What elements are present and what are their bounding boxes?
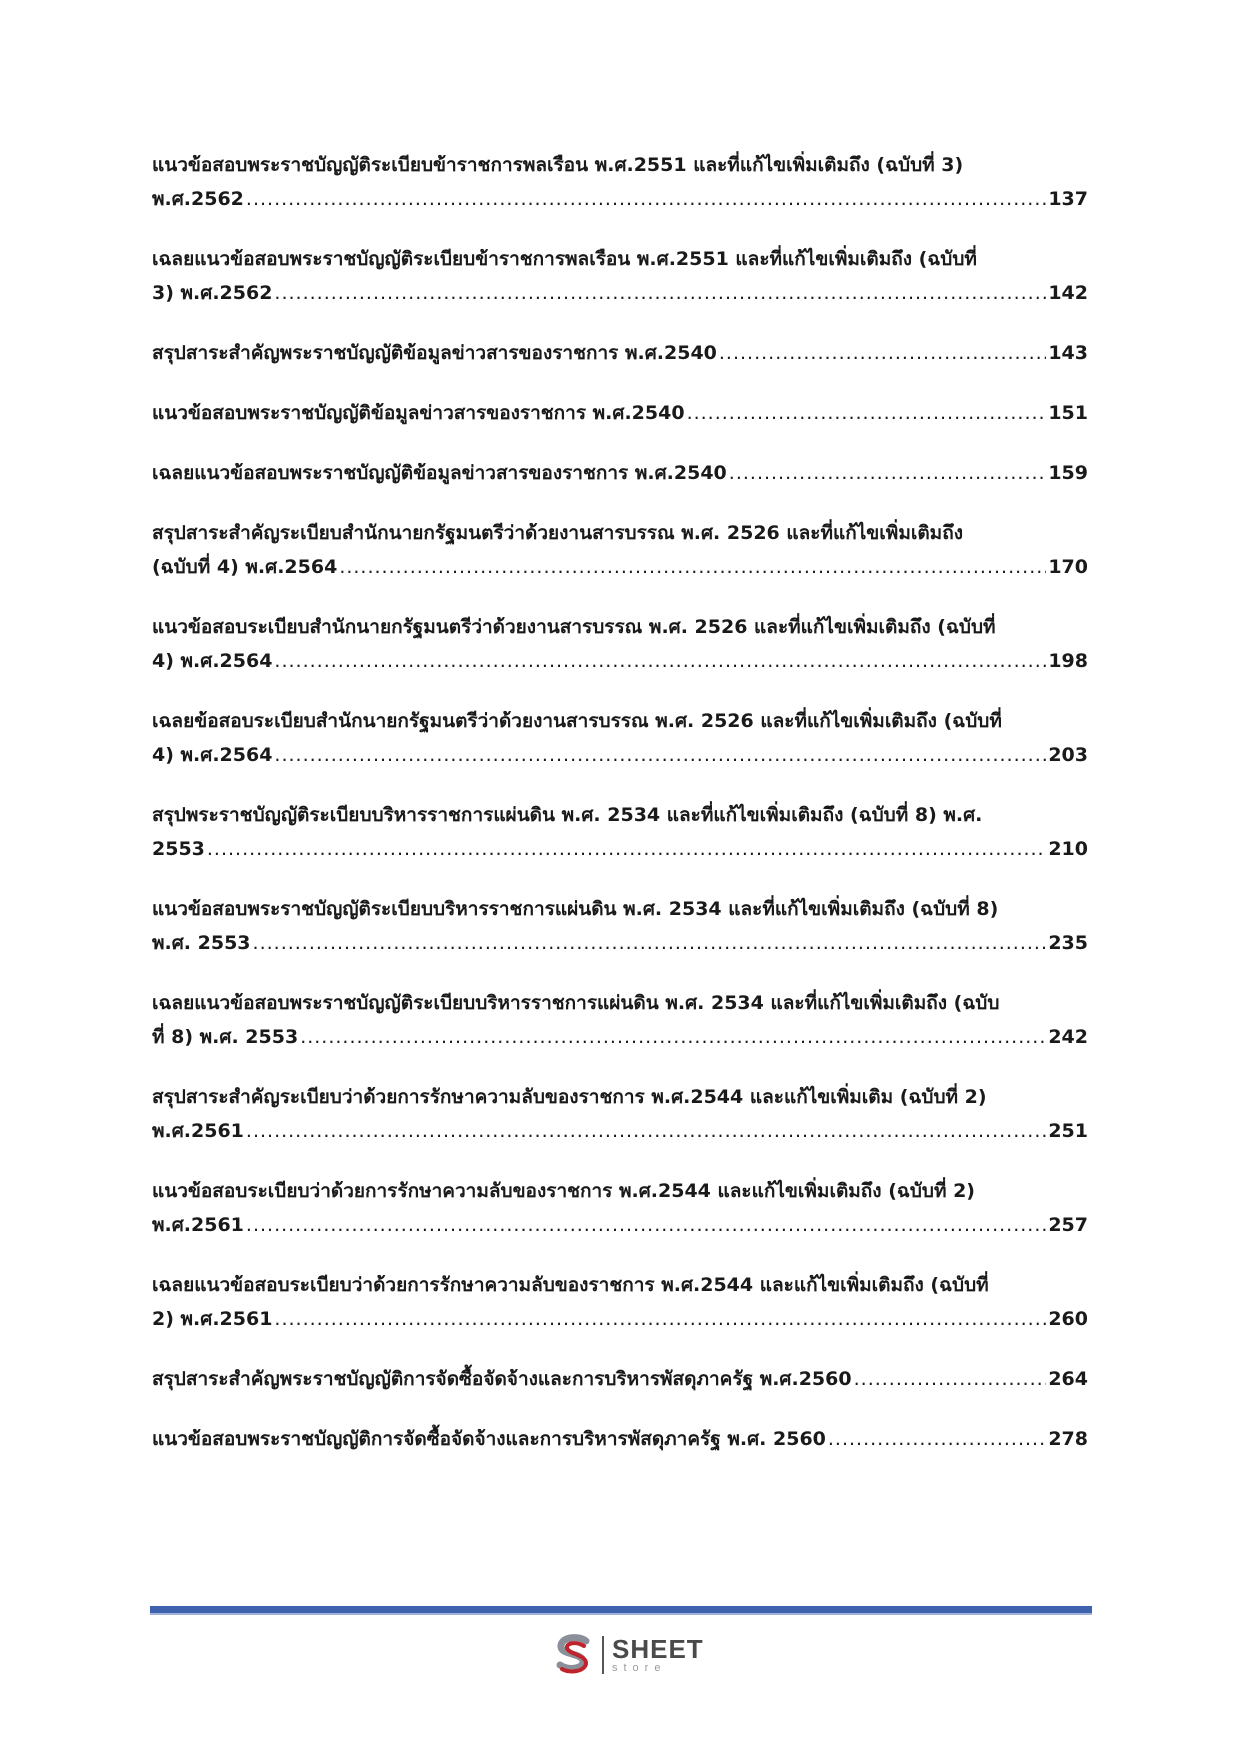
toc-entry[interactable] [152,798,1088,866]
toc-page-number: 203 [1048,744,1088,766]
toc-entry-title-cont: พ.ศ.2561 [152,1214,244,1236]
toc-entry-title: แนวข้อสอบพระราชบัญญัติระเบียบบริหารราชการแผ่นดิน พ.ศ. 2534 และที่แก้ไขเพิ่มเติมถึง (ฉบับที่ 8) [152,898,999,920]
toc-entry[interactable] [152,1080,1088,1148]
toc-entry-title: แนวข้อสอบพระราชบัญญัติการจัดซื้อจัดจ้างและการบริหารพัสดุภาครัฐ พ.ศ. 2560 [152,1428,826,1450]
toc-page-number: 198 [1048,650,1088,672]
toc-entry-title-cont: (ฉบับที่ 4) พ.ศ.2564 [152,556,338,578]
toc-page-number: 264 [1048,1368,1088,1390]
dot-leader [687,396,1047,430]
toc-page-number: 257 [1048,1214,1088,1236]
toc-page-number: 143 [1048,342,1088,364]
toc-entry-title: สรุปสาระสำคัญพระราชบัญญัติข้อมูลข่าวสารของราชการ พ.ศ.2540 [152,342,717,364]
toc-entry-title-cont: 2) พ.ศ.2561 [152,1308,273,1330]
toc-page-number: 260 [1048,1308,1088,1330]
toc-entry-title: เฉลยข้อสอบระเบียบสำนักนายกรัฐมนตรีว่าด้วยงานสารบรรณ พ.ศ. 2526 และที่แก้ไขเพิ่มเติมถึง (ฉบับที่ [152,710,1002,732]
toc-entry[interactable] [152,1268,1088,1336]
dot-leader [253,926,1047,960]
toc-page-number: 210 [1048,838,1088,860]
toc-entry-title: สรุปสาระสำคัญระเบียบว่าด้วยการรักษาความลับของราชการ พ.ศ.2544 และแก้ไขเพิ่มเติม (ฉบับที่ 2) [152,1086,987,1108]
toc-entry[interactable] [152,1174,1088,1242]
toc-entry-title-cont: พ.ศ.2562 [152,188,244,210]
toc-page-number: 170 [1048,556,1088,578]
toc-entry-title-cont: พ.ศ.2561 [152,1120,244,1142]
toc-page-number: 242 [1048,1026,1088,1048]
toc-entry-title: สรุปสาระสำคัญระเบียบสำนักนายกรัฐมนตรีว่าด้วยงานสารบรรณ พ.ศ. 2526 และที่แก้ไขเพิ่มเติมถึง [152,522,963,544]
toc-entry[interactable] [152,336,1088,370]
toc-page-number: 159 [1048,462,1088,484]
toc-entry[interactable] [152,986,1088,1054]
toc-entry-title: เฉลยแนวข้อสอบพระราชบัญญัติข้อมูลข่าวสารของราชการ พ.ศ.2540 [152,462,727,484]
logo-divider [602,1636,604,1674]
toc-page-number: 251 [1048,1120,1088,1142]
dot-leader [274,738,1046,772]
toc-page-number: 137 [1048,188,1088,210]
sheet-store-logo [552,1632,704,1678]
table-of-contents [152,148,1088,1482]
toc-entry-title: เฉลยแนวข้อสอบพระราชบัญญัติระเบียบบริหารราชการแผ่นดิน พ.ศ. 2534 และที่แก้ไขเพิ่มเติมถึง (ฉบับ [152,992,1000,1014]
toc-entry[interactable] [152,610,1088,678]
dot-leader [246,182,1046,216]
toc-entry-title: เฉลยแนวข้อสอบพระราชบัญญัติระเบียบข้าราชการพลเรือน พ.ศ.2551 และที่แก้ไขเพิ่มเติมถึง (ฉบับที่ [152,248,977,270]
toc-page-number: 142 [1048,282,1088,304]
dot-leader [207,832,1046,866]
toc-entry[interactable] [152,892,1088,960]
toc-entry-title-cont: 4) พ.ศ.2564 [152,650,273,672]
toc-entry[interactable] [152,148,1088,216]
dot-leader [729,456,1047,490]
toc-entry-title: แนวข้อสอบระเบียบว่าด้วยการรักษาความลับของราชการ พ.ศ.2544 และแก้ไขเพิ่มเติมถึง (ฉบับที่ 2) [152,1180,975,1202]
toc-entry-title: แนวข้อสอบระเบียบสำนักนายกรัฐมนตรีว่าด้วยงานสารบรรณ พ.ศ. 2526 และที่แก้ไขเพิ่มเติมถึง (ฉบับที่ [152,616,996,638]
toc-entry-title-cont: 4) พ.ศ.2564 [152,744,273,766]
dot-leader [274,1302,1046,1336]
toc-page-number: 235 [1048,932,1088,954]
toc-entry-title: เฉลยแนวข้อสอบระเบียบว่าด้วยการรักษาความลับของราชการ พ.ศ.2544 และแก้ไขเพิ่มเติมถึง (ฉบับที่ [152,1274,989,1296]
toc-entry[interactable] [152,516,1088,584]
logo-wordmark: SHEET [612,1634,704,1664]
footer-rule [150,1606,1092,1615]
toc-entry[interactable] [152,396,1088,430]
toc-entry-title-cont: ที่ 8) พ.ศ. 2553 [152,1026,299,1048]
toc-entry-title: สรุปพระราชบัญญัติระเบียบบริหารราชการแผ่นดิน พ.ศ. 2534 และที่แก้ไขเพิ่มเติมถึง (ฉบับที่ 8) พ.ศ. [152,804,983,826]
toc-entry-title: สรุปสาระสำคัญพระราชบัญญัติการจัดซื้อจัดจ้างและการบริหารพัสดุภาครัฐ พ.ศ.2560 [152,1368,852,1390]
sheet-store-logo-icon [552,1633,596,1677]
logo-subtitle: store [612,1662,667,1674]
dot-leader [300,1020,1046,1054]
toc-page-number: 278 [1048,1428,1088,1450]
dot-leader [274,644,1046,678]
toc-entry[interactable] [152,1422,1088,1456]
dot-leader [854,1362,1047,1396]
toc-entry-title-cont: 3) พ.ศ.2562 [152,282,273,304]
dot-leader [274,276,1046,310]
toc-entry-title-cont: พ.ศ. 2553 [152,932,251,954]
dot-leader [719,336,1046,370]
toc-entry[interactable] [152,704,1088,772]
toc-entry[interactable] [152,242,1088,310]
toc-entry[interactable] [152,456,1088,490]
toc-entry-title: แนวข้อสอบพระราชบัญญัติข้อมูลข่าวสารของราชการ พ.ศ.2540 [152,402,685,424]
toc-entry-title-cont: 2553 [152,838,205,860]
dot-leader [828,1422,1046,1456]
dot-leader [246,1208,1046,1242]
toc-page-number: 151 [1048,402,1088,424]
dot-leader [246,1114,1046,1148]
toc-entry[interactable] [152,1362,1088,1396]
toc-entry-title: แนวข้อสอบพระราชบัญญัติระเบียบข้าราชการพลเรือน พ.ศ.2551 และที่แก้ไขเพิ่มเติมถึง (ฉบับที่ 3) [152,154,964,176]
dot-leader [339,550,1046,584]
